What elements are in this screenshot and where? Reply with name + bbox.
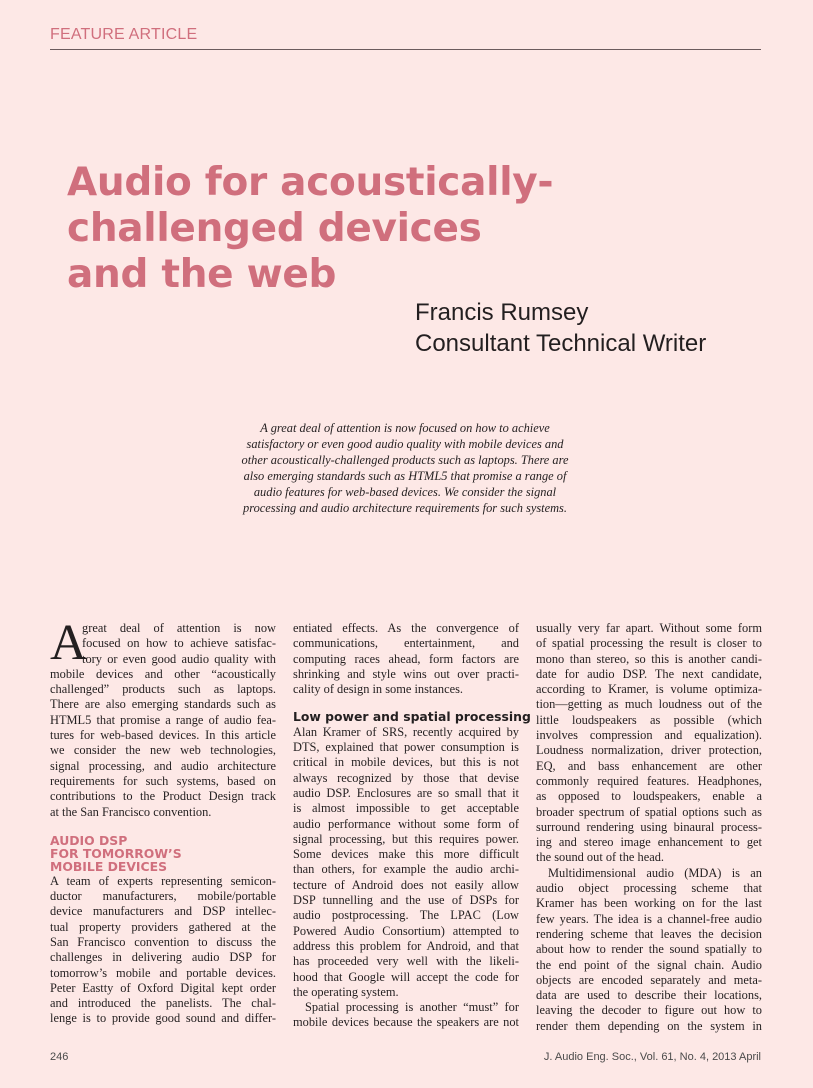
intro-paragraph [50, 615, 276, 820]
body-paragraph [293, 725, 519, 1000]
body-line: entiated effects. As the convergence of [293, 621, 519, 635]
body-paragraph [536, 866, 762, 1034]
author-block [415, 297, 706, 359]
body-line: communications, entertainment, and [293, 636, 519, 651]
body-line: has proceeded very well with the likeli- [293, 954, 519, 969]
page-number: 246 [50, 1051, 69, 1063]
body-line: commonly required features. Headphones, [536, 773, 762, 788]
body-line: Powered Audio Consortium) attempted to [293, 923, 519, 938]
body-line: little loudspeakers as possible (which [536, 712, 762, 727]
body-line: tecture of Android does not easily allow [293, 877, 519, 892]
title-line: and the web [67, 252, 337, 297]
title-line: challenged devices [67, 206, 482, 251]
text-line: processing and audio architecture requirements for such systems. [243, 501, 567, 515]
body-line: objects are encoded separately and meta- [536, 972, 762, 987]
body-line: A team of experts representing semicon- [50, 873, 276, 888]
body-paragraph [293, 621, 519, 697]
body-line: tomorrow’s mobile and portable devices. [50, 965, 276, 980]
body-line: signal processing, but this requires power. [293, 831, 519, 846]
abstract [225, 420, 585, 516]
text-line: also emerging standards such as HTML5 that promise a range of [243, 469, 567, 483]
author-name: Francis Rumsey [415, 299, 589, 326]
body-line: critical in mobile devices, but this is not [293, 755, 519, 770]
body-line: computing races ahead, form factors are [293, 651, 519, 666]
body-line: always recognized by those that devise [293, 770, 519, 785]
body-line: few years. The idea is a channel-free audio [536, 911, 762, 926]
text-line: FOR TOMORROW’S [50, 846, 182, 862]
body-line: is almost impossible to get acceptable [293, 801, 519, 816]
body-line: render them depending on the system in [536, 1018, 762, 1033]
section-heading [50, 834, 276, 874]
body-line: tion—getting as much loudness out of the [536, 697, 762, 712]
body-line: ductor manufacturers, mobile/portable [50, 889, 276, 904]
body-line: great deal of attention is now [82, 621, 276, 635]
body-line: lenge is to provide good sound and differ- [50, 1011, 276, 1026]
column-1 [50, 615, 276, 1027]
body-line: Kramer has been working on for the last [536, 896, 762, 911]
text-line: audio features for web-based devices. We consider the signal [253, 485, 557, 499]
body-line: Spatial processing is another “must” for [305, 1000, 519, 1015]
body-line: we consider the new web technologies, [50, 743, 276, 758]
body-line: audio DSP. Enclosures are so small that it [293, 785, 519, 800]
body-line: about how to render the sound spatially to [536, 942, 762, 957]
header-rule [50, 49, 761, 50]
body-line: mono than stereo, so this is another candi- [536, 651, 762, 666]
body-line: EQ, and bass enhancement are other [536, 758, 762, 773]
body-line: of spatial processing the result is closer to [536, 636, 762, 651]
subheading: Low power and spatial processing [293, 709, 531, 725]
author-role: Consultant Technical Writer [415, 330, 707, 357]
drop-cap: A [50, 615, 87, 671]
body-line: tures for web-based devices. In this article [50, 728, 276, 743]
body-line: HTML5 that promise a range of audio fea- [50, 712, 276, 727]
body-line: DTS, explained that power consumption is [293, 740, 519, 755]
body-line: DSP tunnelling and the use of DSPs for [293, 893, 519, 908]
body-line: ing and stereo image enhancement to get [536, 835, 762, 850]
body-line: device manufacturers and DSP intellec- [50, 904, 276, 919]
body-line: hood that Google will accept the code for [293, 969, 519, 984]
body-line: requirements for such systems, based on [50, 773, 276, 788]
body-line: rendering scheme that leaves the decision [536, 926, 762, 941]
body-line: surround rendering using binaural process- [536, 819, 762, 834]
body-line: tory or even good audio quality with [82, 651, 276, 666]
body-line: cality of design in some instances. [293, 682, 463, 697]
body-line: Alan Kramer of SRS, recently acquired by [293, 724, 519, 739]
body-line: involves compression and equalization). [536, 728, 762, 743]
body-line: shrinking and style wins out over practi- [293, 666, 519, 681]
body-line: tual property providers gathered at the [50, 919, 276, 934]
body-line: than others, for example the audio archi- [293, 862, 519, 877]
body-line: San Francisco convention to discuss the [50, 934, 276, 949]
body-line: the sound out of the head. [536, 850, 665, 865]
body-line: audio postprocessing. The LPAC (Low [293, 908, 519, 923]
body-line: data are used to describe their locations, [536, 988, 762, 1003]
body-line: challenged” products such as laptops. [50, 682, 276, 697]
body-line: challenges in delivering audio DSP for [50, 950, 276, 965]
body-line: mobile devices because the speakers are not [293, 1015, 519, 1030]
text-line: AUDIO DSP [50, 832, 128, 848]
body-line: broader spectrum of spatial options such as [536, 804, 762, 819]
body-line: audio performance without some form of [293, 816, 519, 831]
text-line: MOBILE DEVICES [50, 859, 168, 875]
body-line: focused on how to achieve satisfac- [82, 636, 276, 651]
body-line: the operating system. [293, 984, 399, 999]
body-line: and introduced the panelists. The chal- [50, 996, 276, 1011]
body-line: usually very far apart. Without some form [536, 621, 762, 635]
body-line: as opposed to loudspeakers, enable a [536, 789, 762, 804]
body-paragraph [536, 621, 762, 866]
body-line: address this problem for Android, and that [293, 938, 519, 953]
body-paragraph [50, 874, 276, 1027]
body-line: Peter Eastty of Oxford Digital kept order [50, 980, 276, 995]
text-line: satisfactory or even good audio quality with mobile devices and [246, 437, 564, 451]
text-line: A great deal of attention is now focused on how to achieve [260, 421, 550, 435]
body-line: contributions to the Product Design track [50, 789, 276, 804]
body-line: audio object processing scheme that [536, 881, 762, 896]
body-line: mobile devices and other “acoustically [50, 666, 276, 681]
body-line: signal processing, and audio architecture [50, 758, 276, 773]
column-2 [293, 621, 531, 1031]
title-line: Audio for acoustically- [67, 160, 554, 205]
article-title [67, 160, 627, 298]
body-line: the end point of the signal chain. Audio [536, 957, 762, 972]
body-line: according to Kramer, is volume optimiza- [536, 682, 762, 697]
body-line: Multidimensional audio (MDA) is an [548, 865, 762, 880]
body-line: Loudness normalization, driver protection, [536, 743, 762, 758]
column-3 [536, 621, 762, 1034]
body-line: There are also emerging standards such as [50, 697, 276, 712]
journal-citation: J. Audio Eng. Soc., Vol. 61, No. 4, 2013 April [543, 1051, 761, 1063]
body-line: at the San Francisco convention. [50, 804, 212, 819]
body-paragraph [293, 1000, 519, 1031]
body-line: leaving the decoder to figure out how to [536, 1003, 762, 1018]
text-line: other acoustically-challenged products such as laptops. There are [241, 453, 569, 467]
body-line: date for audio DSP. The next candidate, [536, 666, 762, 681]
section-label: FEATURE ARTICLE [50, 26, 198, 43]
body-line: Some devices make this more difficult [293, 847, 519, 862]
